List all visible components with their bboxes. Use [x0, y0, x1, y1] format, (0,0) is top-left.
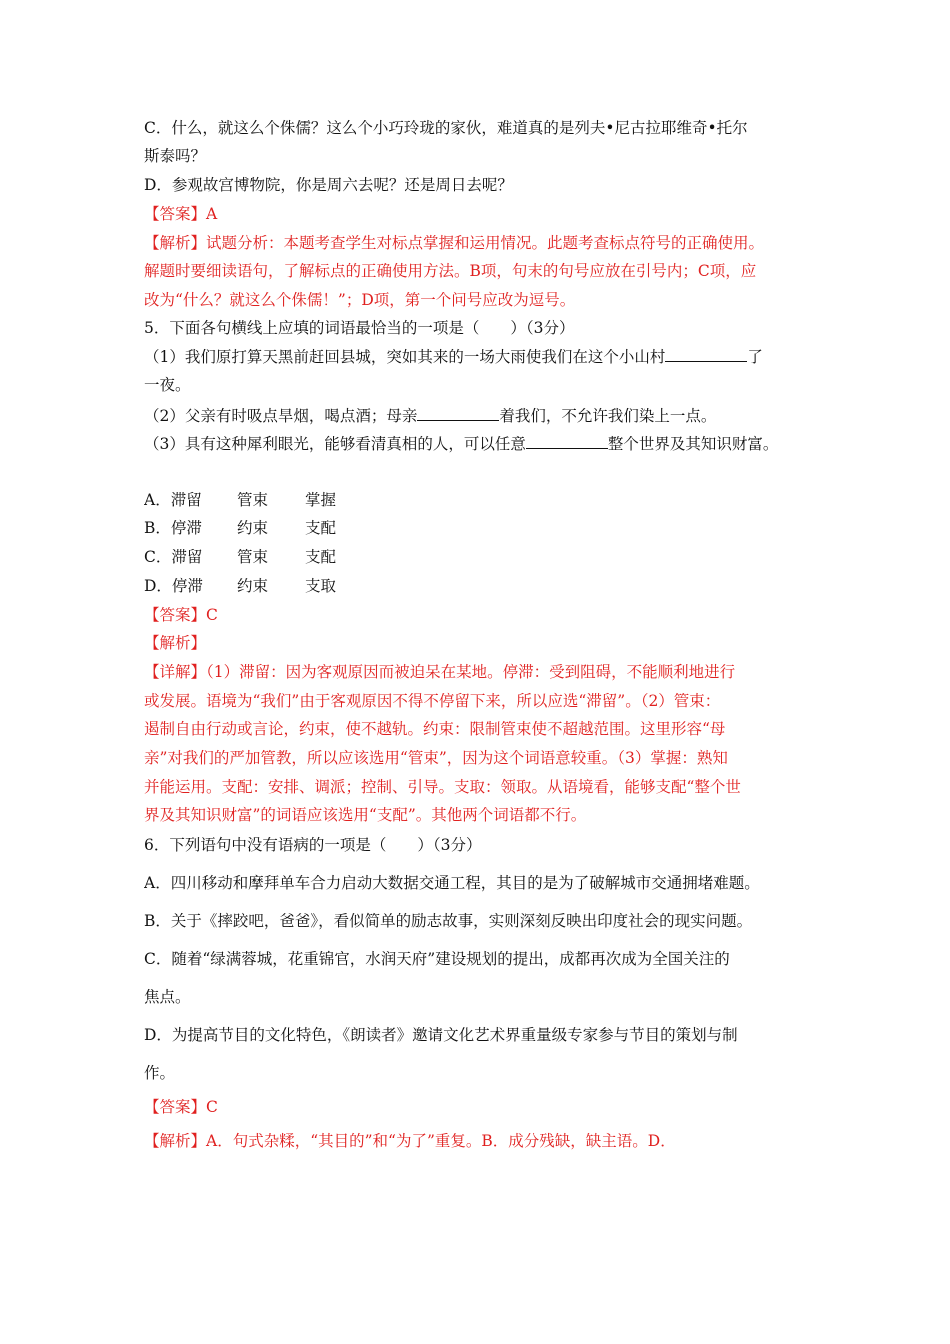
q4-analysis-line2: 解题时要细读语句，了解标点的正确使用方法。B项，句末的句号应放在引号内；C项，应 — [144, 262, 757, 280]
q5-sentence-3 — [144, 433, 834, 455]
q5-detail-line6: 界及其知识财富”的词语应该选用“支配”。其他两个词语都不行。 — [144, 806, 587, 824]
q5-option-b: B．停滞 约束 支配 — [144, 519, 337, 537]
q5-detail-line1: 【详解】（1）滞留：因为客观原因而被迫呆在某地。停滞：受到阻碍，不能顺利地进行 — [144, 663, 736, 681]
q6-option-d-line1: D．为提高节目的文化特色，《朗读者》邀请文化艺术界重量级专家参与节目的策划与制 — [144, 1026, 738, 1044]
q5-blank-2 — [417, 406, 499, 421]
q4-option-c-line1: C．什么，就这么个侏儒？这么个小巧玲珑的家伙，难道真的是列夫•尼古拉耶维奇•托尔 — [144, 119, 748, 137]
q5-blank-1 — [665, 347, 747, 362]
q6-option-c-line2: 焦点。 — [144, 988, 191, 1006]
q6-stem: 6．下列语句中没有语病的一项是（ ）（3分） — [144, 836, 482, 854]
q5-detail-line3: 遏制自由行动或言论，约束，使不越轨。约束：限制管束使不超越范围。这里形容“母 — [144, 720, 726, 738]
q6-option-c-line1: C．随着“绿满蓉城，花重锦官，水润天府”建设规划的提出，成都再次成为全国关注的 — [144, 950, 730, 968]
q6-analysis: 【解析】A．句式杂糅，“其目的”和“为了”重复。B．成分残缺，缺主语。D． — [144, 1132, 676, 1150]
q4-option-d: D．参观故宫博物院，你是周六去呢？还是周日去呢？ — [144, 176, 513, 194]
q5-option-c: C．滞留 管束 支配 — [144, 548, 337, 566]
q6-option-b: B．关于《摔跤吧，爸爸》，看似简单的励志故事，实则深刻反映出印度社会的现实问题。 — [144, 912, 753, 930]
q5-option-d: D．停滞 约束 支取 — [144, 577, 337, 595]
q6-option-a: A．四川移动和摩拜单车合力启动大数据交通工程，其目的是为了破解城市交通拥堵难题。 — [144, 874, 760, 892]
q4-answer: 【答案】A — [144, 205, 218, 223]
q6-answer: 【答案】C — [144, 1098, 218, 1116]
q5-analysis: 【解析】 — [144, 634, 207, 652]
q5-sentence-1 — [144, 346, 834, 368]
q5-sentence-1-cont: 一夜。 — [144, 376, 191, 394]
q5-stem: 5．下面各句横线上应填的词语最恰当的一项是（ ）（3分） — [144, 319, 575, 337]
q5-s3-text: （3）具有这种犀利眼光，能够看清真相的人，可以任意 — [144, 435, 526, 453]
q5-s3-end: 整个世界及其知识财富。 — [607, 435, 779, 453]
q5-blank-3 — [526, 434, 608, 449]
q5-detail-line2: 或发展。语境为“我们”由于客观原因不得不停留下来，所以应选“滞留”。（2）管束： — [144, 692, 721, 710]
q5-s1-end: 了 — [747, 348, 763, 366]
q4-option-c-line2: 斯泰吗？ — [144, 147, 207, 165]
q5-option-a: A．滞留 管束 掌握 — [144, 491, 337, 509]
q4-analysis-line1: 【解析】试题分析：本题考查学生对标点掌握和运用情况。此题考查标点符号的正确使用。 — [144, 234, 765, 252]
q4-analysis-line3: 改为“什么？就这么个侏儒！”；D项，第一个问号应改为逗号。 — [144, 291, 576, 309]
q5-detail-line4: 亲”对我们的严加管教，所以应该选用“管束”，因为这个词语意较重。（3）掌握：熟知 — [144, 749, 728, 767]
q5-s2-end: 着我们，不允许我们染上一点。 — [499, 407, 717, 425]
q5-detail-line5: 并能运用。支配：安排、调派；控制、引导。支取：领取。从语境看，能够支配“整个世 — [144, 778, 741, 796]
q5-answer: 【答案】C — [144, 606, 218, 624]
q6-option-d-line2: 作。 — [144, 1064, 176, 1082]
q5-s2-text: （2）父亲有时吸点旱烟，喝点酒；母亲 — [144, 407, 418, 425]
q5-sentence-2 — [144, 405, 834, 427]
q5-s1-text: （1）我们原打算天黑前赶回县城，突如其来的一场大雨使我们在这个小山村 — [144, 348, 666, 366]
